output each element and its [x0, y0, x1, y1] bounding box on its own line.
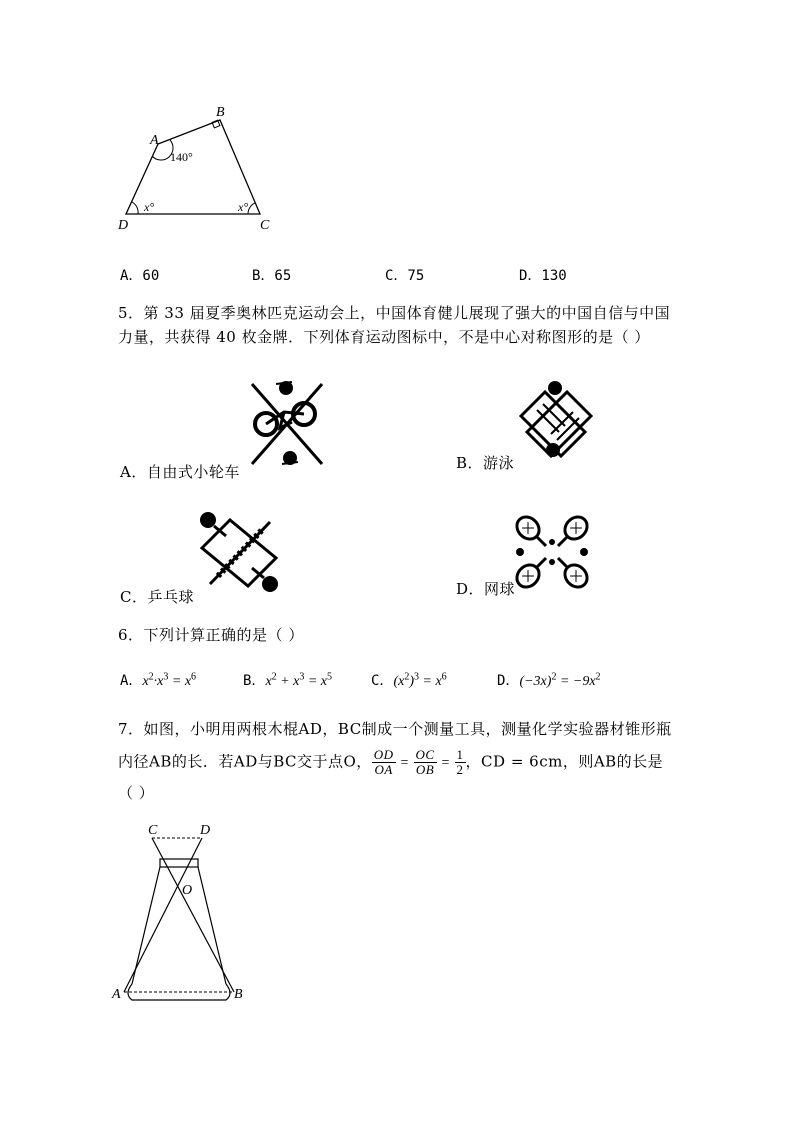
q5-option-c: C．乒乓球 [120, 588, 194, 606]
q7-label-D: D [200, 823, 211, 838]
tennis-icon [512, 512, 592, 592]
q6-option-c-label: C． [371, 673, 394, 689]
q7-stick-ad [152, 838, 234, 992]
q6-option-b-label: B． [243, 673, 266, 689]
q5-stem-line1: 5．第 33 届夏季奥林匹克运动会上，中国体育健儿展现了强大的中国自信与中国 [118, 304, 671, 322]
q7-stem-line2: 内径AB的长．若AD与BC交于点O， $\frac{OD}{OA}$ = $\frac{OC}{OB}$ = $\frac{1}{2}$ ，CD = 6cm，则AB的长是 [118, 747, 664, 777]
bmx-icon [246, 378, 328, 470]
q6-option-a-label: A． [120, 673, 143, 689]
q6-option-c: C．$(x^2)^3 = x^6$ [371, 671, 447, 689]
q4-label-A: A [150, 133, 159, 148]
q4-option-c: C．75 [385, 268, 425, 284]
swimming-icon [515, 380, 597, 462]
q6-option-d-label: D． [497, 673, 520, 689]
q4-angle-D-label: x° [144, 200, 155, 214]
q4-angle-C-label: x° [238, 200, 249, 214]
q7-stem-line3: （ ） [118, 784, 155, 802]
q4-angle-C-arc [248, 203, 255, 214]
q4-option-d: D．130 [519, 268, 567, 284]
q5-stem-line2: 力量，共获得 40 枚金牌．下列体育运动图标中，不是中心对称图形的是（ ） [118, 328, 650, 346]
q5-option-a: A．自由式小轮车 [120, 463, 240, 481]
q4-angle-A-label: 140° [170, 150, 193, 164]
q7-label-B: B [234, 987, 243, 1002]
q4-label-D: D [118, 218, 129, 233]
q4-option-a: A．60 [120, 268, 160, 284]
q7-label-A: A [112, 987, 121, 1002]
q7-label-C: C [148, 823, 158, 838]
q4-label-C: C [260, 218, 270, 233]
q7-flask-figure [110, 822, 260, 1012]
table-tennis-icon [196, 508, 282, 594]
q7-fraction-oc-ob: $\frac{OC}{OB}$ [415, 747, 435, 777]
q5-option-d: D．网球 [456, 580, 516, 598]
q4-option-b: B．65 [252, 268, 292, 284]
q7-fraction-one-half: $\frac{1}{2}$ [456, 747, 464, 777]
q6-stem: 6．下列计算正确的是（ ） [118, 626, 304, 644]
q4-angle-D-arc [132, 202, 138, 214]
q4-right-angle-mark [212, 120, 220, 128]
q7-stem-line1: 7．如图，小明用两根木棍AD，BC制成一个测量工具，测量化学实验器材锥形瓶 [118, 720, 672, 738]
q7-stem-line2-b: ，CD = 6cm，则AB的长是 [465, 752, 664, 771]
q4-quadrilateral-figure [110, 100, 290, 240]
q7-label-O: O [182, 883, 193, 898]
q6-option-b: B．$x^2 + x^3 = x^5$ [243, 671, 332, 689]
q6-option-d: D．$(-3x)^2 = -9x^2$ [497, 671, 601, 689]
q6-option-a: A．$x^2\cdot x^3 = x^6$ [120, 671, 197, 689]
q7-fraction-od-oa: $\frac{OD}{OA}$ [373, 747, 394, 777]
q4-label-B: B [216, 105, 225, 120]
q5-option-b: B．游泳 [456, 454, 515, 472]
q7-stem-line2-a: 内径AB的长．若AD与BC交于点O， [118, 752, 372, 771]
q7-stick-bc [124, 838, 202, 992]
